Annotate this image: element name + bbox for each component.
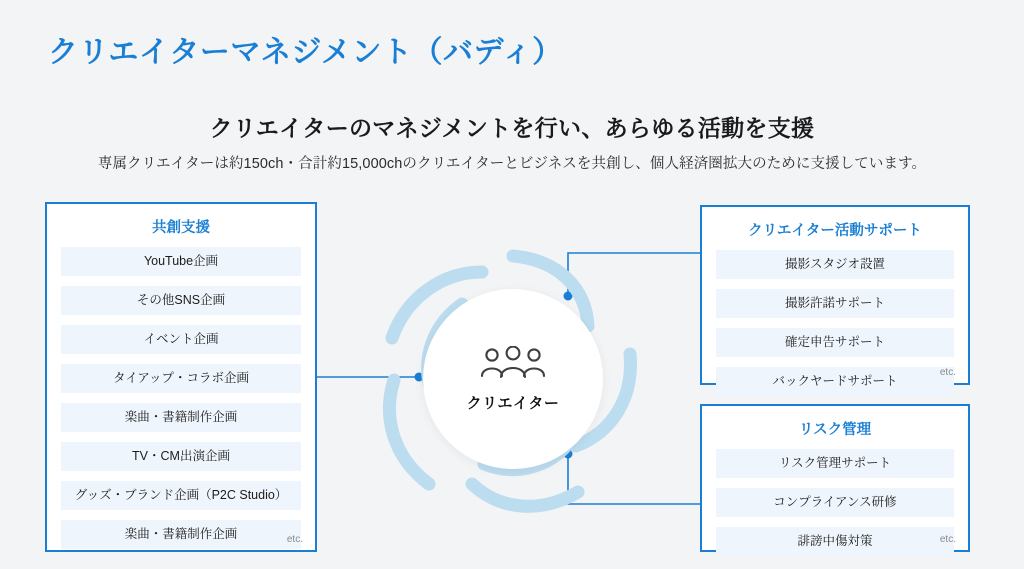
list-item[interactable]: YouTube企画 xyxy=(61,247,301,276)
panel-creator-activity-support xyxy=(700,205,970,388)
center-label: クリエイター xyxy=(466,394,560,412)
panel-co-creation xyxy=(45,202,317,552)
etc-label: etc. xyxy=(939,534,956,545)
list-item[interactable]: 楽曲・書籍制作企画 xyxy=(61,520,301,549)
panel-title-risk-management: リスク管理 xyxy=(798,422,872,438)
center-circle xyxy=(423,289,603,469)
subheadline: 専属クリエイターは約150ch・合計約15,000chのクリエイターとビジネスを共創し、個人経済圏拡大のために支援しています。 xyxy=(97,156,927,172)
page-title: クリエイターマネジメント（バディ） xyxy=(48,36,563,69)
list-item[interactable]: バックヤードサポート xyxy=(716,367,954,396)
list-item[interactable]: 撮影許諾サポート xyxy=(716,289,954,318)
list-item[interactable]: リスク管理サポート xyxy=(716,449,954,478)
headline: クリエイターのマネジメントを行い、あらゆる活動を支援 xyxy=(209,115,815,141)
list-item[interactable]: 楽曲・書籍制作企画 xyxy=(61,403,301,432)
list-item[interactable]: コンプライアンス研修 xyxy=(716,488,954,517)
list-item[interactable]: 誹謗中傷対策 xyxy=(716,527,954,556)
list-item[interactable]: 撮影スタジオ設置 xyxy=(716,250,954,279)
center-cluster xyxy=(372,238,654,520)
panel-title-creator-activity-support: クリエイター活動サポート xyxy=(748,223,922,239)
etc-label: etc. xyxy=(939,367,956,378)
etc-label: etc. xyxy=(286,534,303,545)
list-item[interactable]: タイアップ・コラボ企画 xyxy=(61,364,301,393)
panel-risk-management xyxy=(700,404,970,552)
list-item[interactable]: その他SNS企画 xyxy=(61,286,301,315)
list-item[interactable]: イベント企画 xyxy=(61,325,301,354)
panel-title-co-creation: 共創支援 xyxy=(152,220,210,236)
list-item[interactable]: 確定申告サポート xyxy=(716,328,954,357)
people-group-icon xyxy=(478,346,548,382)
list-item[interactable]: TV・CM出演企画 xyxy=(61,442,301,471)
list-item[interactable]: グッズ・ブランド企画（P2C Studio） xyxy=(61,481,301,510)
